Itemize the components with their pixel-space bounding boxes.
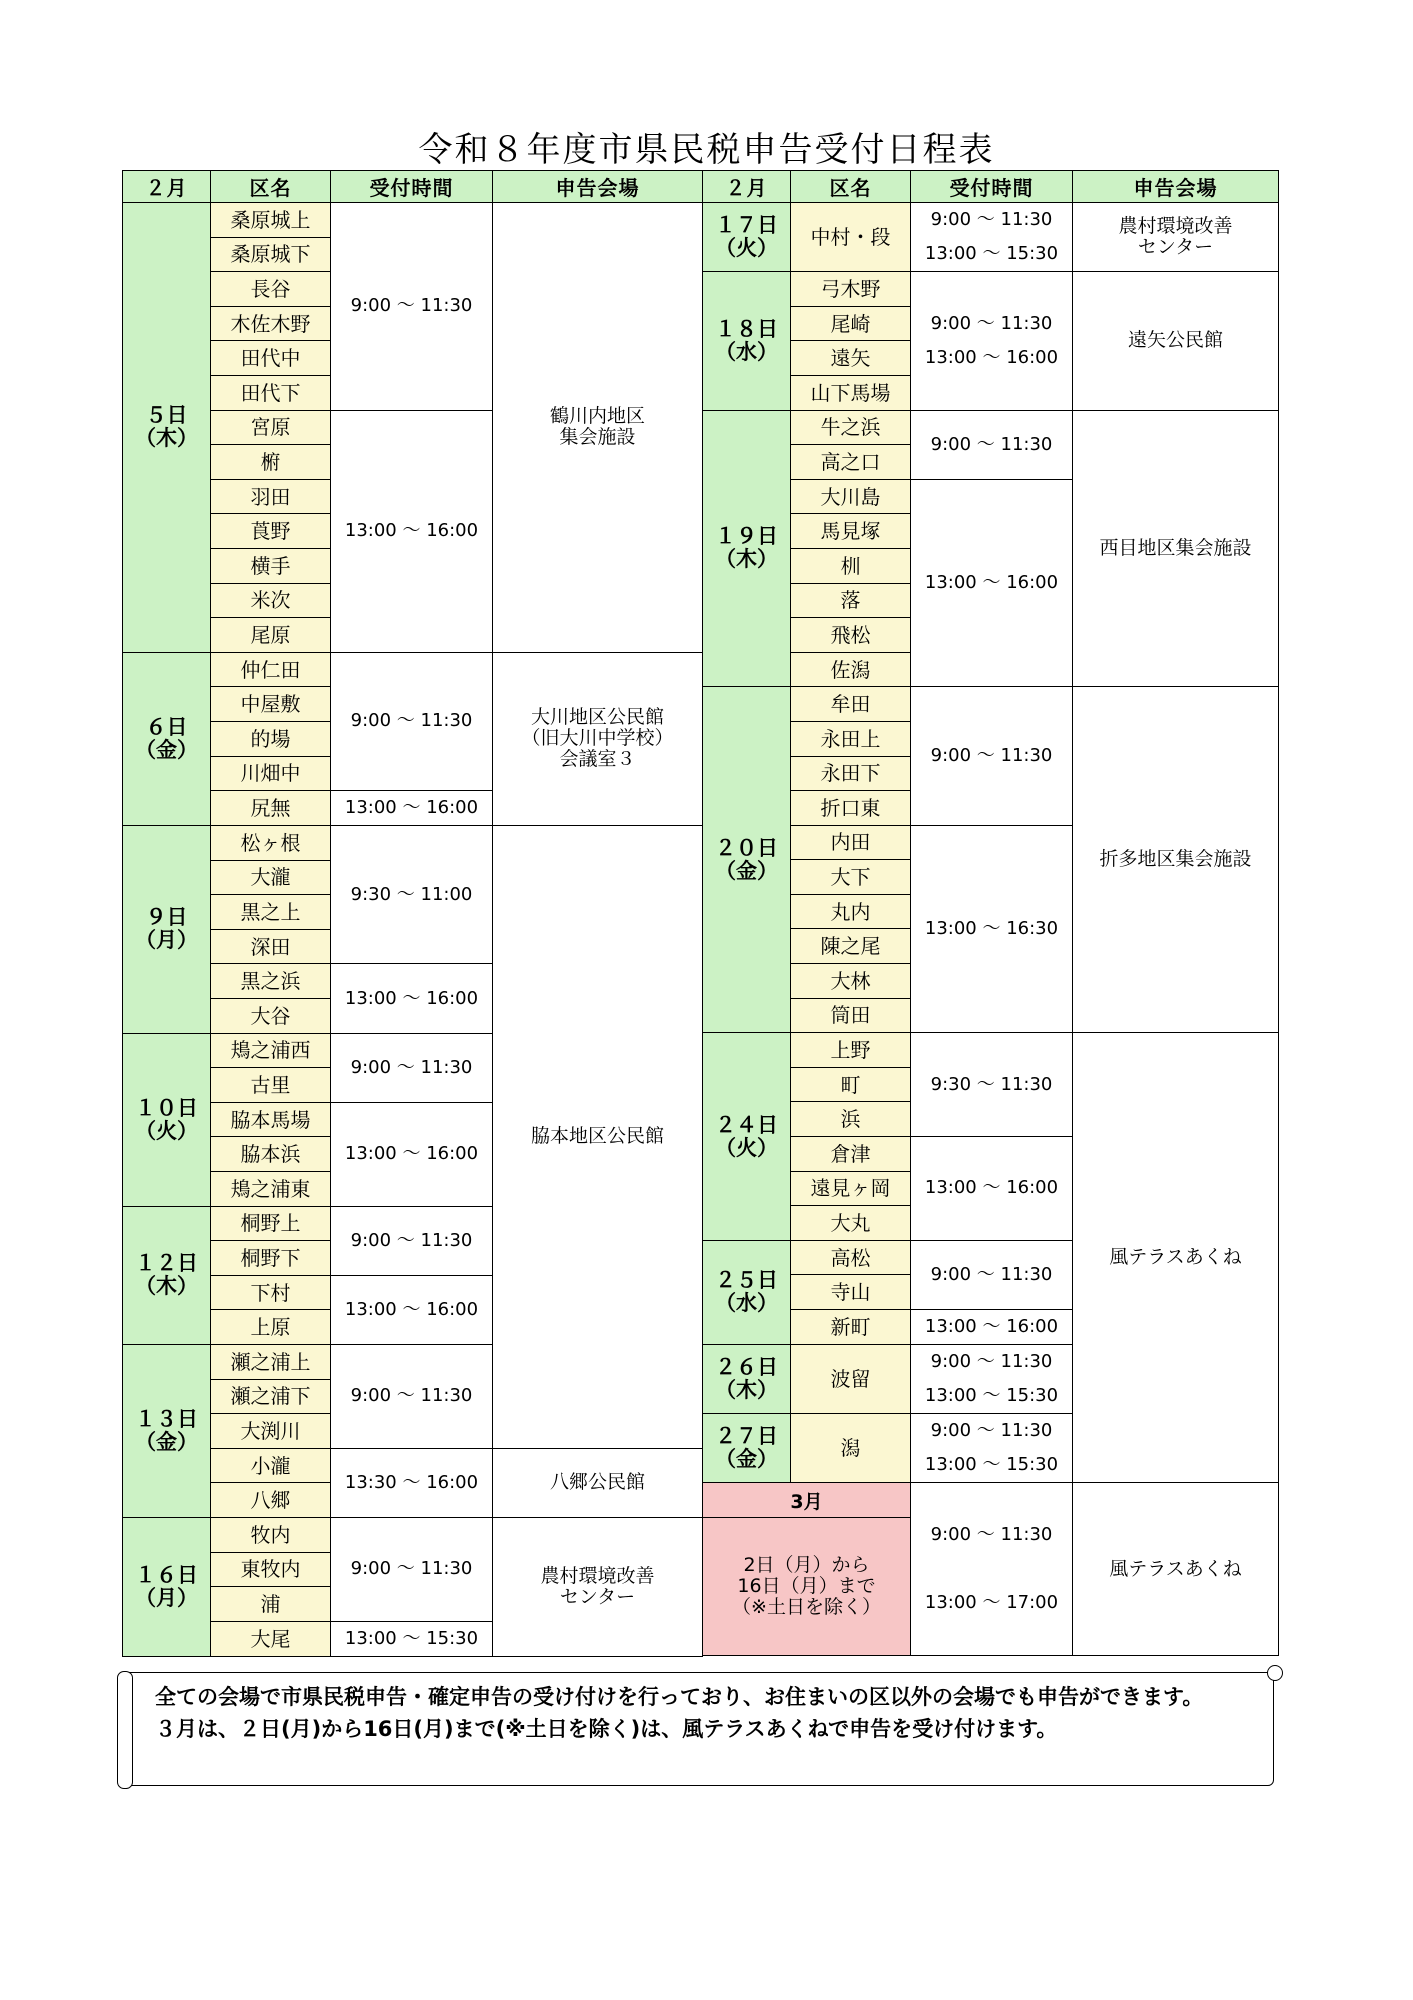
header-district: 区名 <box>211 171 331 203</box>
district-cell: 筒田 <box>791 998 911 1033</box>
time-cell: 9:00 ～ 11:30 13:00 ～ 15:30 <box>911 1414 1073 1483</box>
district-cell: 宮原 <box>211 410 331 445</box>
time-cell: 9:00 ～ 11:30 13:00 ～ 15:30 <box>911 203 1073 272</box>
date-cell: １２日 （木） <box>123 1206 211 1344</box>
district-cell: 莨野 <box>211 514 331 549</box>
district-cell: 山下馬場 <box>791 375 911 410</box>
district-cell: 馬見塚 <box>791 514 911 549</box>
header-month: ２月 <box>703 171 791 203</box>
district-cell: 川畑中 <box>211 756 331 791</box>
district-cell: 鳺之浦東 <box>211 1172 331 1207</box>
district-cell: 羽田 <box>211 479 331 514</box>
district-cell: 高之口 <box>791 445 911 480</box>
district-cell: 桐野下 <box>211 1241 331 1276</box>
district-cell: 尾原 <box>211 618 331 653</box>
time-cell: 9:30 ～ 11:00 <box>331 826 493 964</box>
venue-cell: 西目地区集会施設 <box>1073 410 1279 687</box>
venue-cell: 農村環境改善 センター <box>493 1517 703 1656</box>
district-cell: 佐潟 <box>791 652 911 687</box>
march-header-cell: 3月 <box>703 1483 911 1518</box>
date-cell: １７日 （火） <box>703 203 791 272</box>
district-cell: 陳之尾 <box>791 929 911 964</box>
district-cell: 新町 <box>791 1310 911 1345</box>
date-cell: １３日 （金） <box>123 1345 211 1518</box>
district-cell: 倉津 <box>791 1137 911 1172</box>
district-cell: 仲仁田 <box>211 652 331 687</box>
venue-cell: 鶴川内地区 集会施設 <box>493 203 703 653</box>
time-cell: 13:00 ～ 16:00 <box>331 1102 493 1206</box>
venue-cell: 遠矢公民館 <box>1073 272 1279 410</box>
district-cell: 桐野上 <box>211 1206 331 1241</box>
date-cell: ９日 （月） <box>123 826 211 1034</box>
time-cell: 9:00 ～ 11:30 <box>911 687 1073 825</box>
district-cell: 牧内 <box>211 1517 331 1552</box>
district-cell: 遠矢 <box>791 341 911 376</box>
time-cell: 9:00 ～ 11:30 <box>331 1517 493 1621</box>
district-cell: 永田上 <box>791 721 911 756</box>
time-cell: 13:00 ～ 15:30 <box>331 1621 493 1656</box>
date-cell: １０日 （火） <box>123 1033 211 1206</box>
time-cell: 9:00 ～ 11:30 <box>911 410 1073 479</box>
district-cell: 杊 <box>791 548 911 583</box>
time-cell: 9:00 ～ 11:30 13:00 ～ 15:30 <box>911 1345 1073 1414</box>
district-cell: 桑原城下 <box>211 237 331 272</box>
district-cell: 黒之上 <box>211 895 331 930</box>
schedule-table-right <box>702 170 1279 1656</box>
time-cell: 9:00 ～ 11:30 <box>331 1033 493 1102</box>
venue-cell: 折多地区集会施設 <box>1073 687 1279 1033</box>
notice-box <box>124 1672 1274 1786</box>
header-district: 区名 <box>791 171 911 203</box>
district-cell: 牛之浜 <box>791 410 911 445</box>
district-cell: 尾崎 <box>791 306 911 341</box>
district-cell: 大川島 <box>791 479 911 514</box>
time-cell: 13:00 ～ 16:00 <box>331 964 493 1033</box>
district-cell: 下村 <box>211 1275 331 1310</box>
district-cell: 長谷 <box>211 272 331 307</box>
district-cell: 小瀧 <box>211 1448 331 1483</box>
time-cell: 13:30 ～ 16:00 <box>331 1448 493 1517</box>
venue-cell: 大川地区公民館 （旧大川中学校） 会議室３ <box>493 652 703 825</box>
district-cell: 潟 <box>791 1414 911 1483</box>
time-cell: 13:00 ～ 16:00 <box>331 791 493 826</box>
scroll-decoration-left <box>117 1671 133 1789</box>
time-cell: 13:00 ～ 16:30 <box>911 825 1073 1033</box>
district-cell: 折口東 <box>791 791 911 826</box>
march-period-cell: 2日（月）から 16日（月）まで （※土日を除く） <box>703 1517 911 1655</box>
district-cell: 瀬之浦下 <box>211 1379 331 1414</box>
time-cell: 9:00 ～ 11:30 <box>911 1240 1073 1309</box>
date-cell: ６日 （金） <box>123 652 211 825</box>
district-cell: 寺山 <box>791 1275 911 1310</box>
schedule-table-left <box>122 170 703 1657</box>
district-cell: 大谷 <box>211 999 331 1034</box>
time-cell: 13:00 ～ 16:00 <box>911 1137 1073 1241</box>
district-cell: 遠見ヶ岡 <box>791 1171 911 1206</box>
district-cell: 松ヶ根 <box>211 826 331 861</box>
district-cell: 脇本馬場 <box>211 1102 331 1137</box>
time-cell: 13:00 ～ 16:00 <box>911 1310 1073 1345</box>
district-cell: 中村・段 <box>791 203 911 272</box>
date-cell: ２７日 （金） <box>703 1414 791 1483</box>
time-cell: 9:00 ～ 11:30 <box>331 652 493 790</box>
district-cell: 大丸 <box>791 1206 911 1241</box>
time-cell: 9:00 ～ 11:30 <box>331 203 493 411</box>
district-cell: 深田 <box>211 929 331 964</box>
time-cell: 9:00 ～ 11:30 13:00 ～ 17:00 <box>911 1483 1073 1656</box>
district-cell: 大下 <box>791 860 911 895</box>
district-cell: 大林 <box>791 964 911 999</box>
date-cell: ５日 （木） <box>123 203 211 653</box>
date-cell: ２５日 （水） <box>703 1240 791 1344</box>
time-cell: 9:30 ～ 11:30 <box>911 1033 1073 1137</box>
district-cell: 脇本浜 <box>211 1137 331 1172</box>
venue-cell: 農村環境改善 センター <box>1073 203 1279 272</box>
district-cell: 弓木野 <box>791 272 911 307</box>
district-cell: 大尾 <box>211 1621 331 1656</box>
venue-cell: 脇本地区公民館 <box>493 826 703 1449</box>
date-cell: １９日 （木） <box>703 410 791 687</box>
date-cell: ２６日 （木） <box>703 1345 791 1414</box>
district-cell: 永田下 <box>791 756 911 791</box>
header-month: ２月 <box>123 171 211 203</box>
district-cell: 落 <box>791 583 911 618</box>
district-cell: 上野 <box>791 1033 911 1068</box>
district-cell: 尻無 <box>211 791 331 826</box>
header-time: 受付時間 <box>331 171 493 203</box>
time-cell: 9:00 ～ 11:30 13:00 ～ 16:00 <box>911 272 1073 410</box>
venue-cell: 風テラスあくね <box>1073 1483 1279 1656</box>
date-cell: ２０日 （金） <box>703 687 791 1033</box>
district-cell: 鳺之浦西 <box>211 1033 331 1068</box>
district-cell: 米次 <box>211 583 331 618</box>
header-venue: 申告会場 <box>493 171 703 203</box>
scroll-decoration-right <box>1267 1665 1283 1681</box>
district-cell: 古里 <box>211 1068 331 1103</box>
time-cell: 13:00 ～ 16:00 <box>331 410 493 652</box>
district-cell: 上原 <box>211 1310 331 1345</box>
district-cell: 東牧内 <box>211 1552 331 1587</box>
page-title: 令和８年度市県民税申告受付日程表 <box>418 130 995 170</box>
district-cell: 飛松 <box>791 618 911 653</box>
time-cell: 13:00 ～ 16:00 <box>331 1275 493 1344</box>
district-cell: 町 <box>791 1067 911 1102</box>
district-cell: 桑原城上 <box>211 203 331 238</box>
district-cell: 八郷 <box>211 1483 331 1518</box>
district-cell: 木佐木野 <box>211 306 331 341</box>
district-cell: 大瀧 <box>211 860 331 895</box>
district-cell: 中屋敷 <box>211 687 331 722</box>
district-cell: 椨 <box>211 445 331 480</box>
district-cell: 瀬之浦上 <box>211 1345 331 1380</box>
time-cell: 13:00 ～ 16:00 <box>911 479 1073 687</box>
district-cell: 浦 <box>211 1587 331 1622</box>
time-cell: 9:00 ～ 11:30 <box>331 1345 493 1449</box>
district-cell: 田代下 <box>211 375 331 410</box>
district-cell: 大渕川 <box>211 1414 331 1449</box>
district-cell: 的場 <box>211 721 331 756</box>
venue-cell: 八郷公民館 <box>493 1448 703 1517</box>
header-venue: 申告会場 <box>1073 171 1279 203</box>
district-cell: 波留 <box>791 1345 911 1414</box>
district-cell: 丸内 <box>791 894 911 929</box>
district-cell: 牟田 <box>791 687 911 722</box>
date-cell: １６日 （月） <box>123 1517 211 1656</box>
district-cell: 横手 <box>211 548 331 583</box>
district-cell: 田代中 <box>211 341 331 376</box>
district-cell: 黒之浜 <box>211 964 331 999</box>
venue-cell: 風テラスあくね <box>1073 1033 1279 1483</box>
header-time: 受付時間 <box>911 171 1073 203</box>
district-cell: 内田 <box>791 825 911 860</box>
district-cell: 浜 <box>791 1102 911 1137</box>
time-cell: 9:00 ～ 11:30 <box>331 1206 493 1275</box>
district-cell: 高松 <box>791 1240 911 1275</box>
date-cell: ２４日 （火） <box>703 1033 791 1241</box>
date-cell: １８日 （水） <box>703 272 791 410</box>
notice-text: 全ての会場で市県民税申告・確定申告の受け付けを行っており、お住まいの区以外の会場でも申告ができます。 ３月は、２日(月)から16日(月)まで(※土日を除く)は、風テラスあくねで申告を受け付けます。 <box>155 1685 1204 1741</box>
